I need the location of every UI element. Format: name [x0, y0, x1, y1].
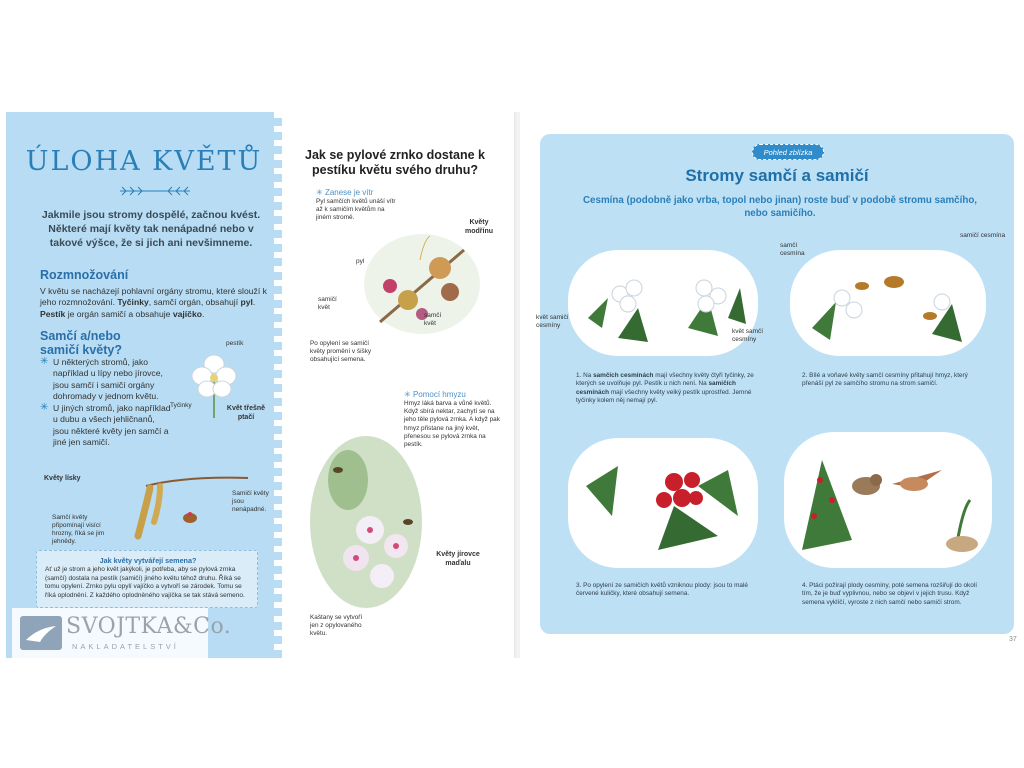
- heading-male-female: Samčí a/nebo samičí květy?: [40, 329, 122, 357]
- right-subtitle: Cesmína (podobně jako vrba, topol nebo jinan) roste buď v podobě stromu samčího, nebo samičího.: [582, 195, 978, 219]
- blue-panel: [6, 112, 282, 658]
- publisher-logo: [12, 608, 232, 658]
- birds-eating-berries-icon: [792, 440, 984, 560]
- holly-flowers-icon: [578, 258, 748, 348]
- label-male-holly: samčí cesmína: [780, 242, 805, 257]
- bird-logo-icon: [20, 616, 62, 650]
- caption-chestnut: Květy jírovce maďalu: [436, 551, 480, 567]
- bee-on-holly-icon: [802, 258, 974, 348]
- chestnut-flowers-icon: [308, 430, 430, 608]
- label-tycinky: Tyčinky: [170, 402, 192, 409]
- arrow-divider-icon: [118, 186, 192, 196]
- note-text: Ať už je strom a jeho květ jakýkoli, je potřeba, aby se pylová zrnka (samčí) dostala na pestík (samičí) jiného květu téhož druhu. Říká se tomu opylení. Zrnko pylu opylí vajíčko a vytvoří se zárodek. Tomu se říká oplodnění. Z každého oplodněného vajíčka se tak stává semeno.: [45, 566, 245, 599]
- label-male-hazel: Samčí květy připomínají visící hrozny, říká se jim jehnědy.: [52, 514, 105, 545]
- bullet-text-1: U některých stromů, jako například u lípy nebo jírovce, jsou samčí i samičí orgány dohromady v jednom květu.: [53, 357, 163, 402]
- reproduction-text: V květu se nacházejí pohlavní orgány stromu, které slouží k jeho rozmnožování. Tyčinky, samčí orgán, obsahují pyl. Pestík je orgán samičí a obsahuje vajíčko.: [40, 286, 267, 319]
- wind-after-text: Po opylení se samičí květy promění v šišky obsahující semena.: [310, 340, 372, 364]
- bullet-text-2: U jiných stromů, jako například u dubu a všech jehličnanů, jsou některé květy jen samčí a jiné jen samičí.: [53, 403, 171, 448]
- insect-after-text: Kaštany se vytvoří jen z opylovaného květu.: [310, 614, 363, 638]
- subtitle-wind: ✳ Zanese je vítr: [316, 188, 374, 197]
- star-bullet-icon: ✳: [40, 402, 49, 413]
- logo-subtitle: NAKLADATELSTVÍ: [72, 642, 179, 651]
- label-female-flower: samičí květ: [318, 296, 337, 311]
- illustration-blob-1: [568, 250, 758, 356]
- wind-text: Pyl samčích květů unáší vítr až k samičím květům na jiném stromě.: [316, 198, 396, 222]
- label-female-holly: samičí cesmína: [960, 232, 1006, 239]
- left-page: [6, 112, 516, 658]
- torn-edge: [274, 112, 288, 658]
- page-title: ÚLOHA KVĚTŮ: [25, 146, 263, 177]
- text-step-4: 4. Ptáci požírají plody cesmíny, poté semena rozšiřují do okolí tím, že je buď vyplivnou, nebo se objeví v jejich trusu. Když semena vyklíčí, vyroste z nich samčí nebo samičí strom.: [802, 582, 977, 606]
- page-number: 37: [1009, 636, 1017, 643]
- heading-reproduction: Rozmnožování: [40, 268, 129, 282]
- illustration-blob-2: [790, 250, 986, 356]
- star-bullet-icon: ✳: [316, 188, 325, 197]
- label-pyl: pyl: [356, 258, 365, 265]
- holly-berries-icon: [578, 446, 748, 560]
- text-step-1: 1. Na samčích cesmínách mají všechny květy čtyři tyčinky, ze kterých se uvolňuje pyl. Pestík u nich není. Na samičích cesmínách mají všechny květy velký pestík uprostřed. Jemné tyčinky kolem něj nemají pyl.: [576, 372, 754, 405]
- insect-text: Hmyz láká barva a vůně květů. Když sbírá nektar, zachytí se na jeho těle pylová zrnka. A když pak hmyz přistane na jiný květ, přenesou se pylová zrnka na pestík.: [404, 400, 500, 449]
- caption-hazel: Květy lísky: [44, 475, 81, 482]
- illustration-blob-4: [784, 432, 992, 568]
- label-female-holly-flower: květ samičí cesmíny: [536, 314, 569, 329]
- right-page: [520, 112, 1018, 658]
- caption-larch: Květy modřínu: [465, 219, 493, 235]
- label-male-flower: samčí květ: [424, 312, 442, 327]
- star-bullet-icon: ✳: [40, 356, 49, 367]
- close-up-panel: [536, 134, 1014, 634]
- right-title: Stromy samčí a samičí: [685, 166, 869, 185]
- book-spread: [6, 112, 1018, 658]
- illustration-blob-3: [568, 438, 758, 568]
- label-male-holly-flower: květ samčí cesmíny: [732, 328, 764, 343]
- intro-text: Jakmile jsou stromy dospělé, začnou kvést. Některé mají květy tak nenápadné nebo v takové výšce, že si jich ani nevšimneme.: [41, 209, 261, 249]
- larch-flowers-icon: [360, 230, 484, 338]
- note-title: Jak květy vytvářejí semena?: [99, 556, 197, 565]
- close-up-badge: Pohled zblízka: [752, 144, 824, 160]
- logo-name: SVOJTKA&Co.: [66, 614, 232, 639]
- label-pestik: pestík: [226, 340, 244, 347]
- text-step-3: 3. Po opylení ze samičích květů vzniknou plody: jsou to malé červené kuličky, které obsahují semena.: [576, 582, 748, 598]
- note-box: [36, 550, 258, 608]
- star-bullet-icon: ✳: [404, 390, 413, 399]
- text-step-2: 2. Bílé a voňavé květy samčí cesmíny přitahují hmyz, který přenáší pyl ze samčího stromu na strom samičí.: [802, 372, 968, 388]
- subtitle-insect: ✳ Pomocí hmyzu: [404, 390, 466, 399]
- middle-title: Jak se pylové zrnko dostane k pestíku květu svého druhu?: [305, 148, 485, 177]
- label-female-hazel: Samičí květy jsou nenápadné.: [232, 490, 269, 513]
- caption-cherry: Květ třešně ptačí: [226, 405, 266, 421]
